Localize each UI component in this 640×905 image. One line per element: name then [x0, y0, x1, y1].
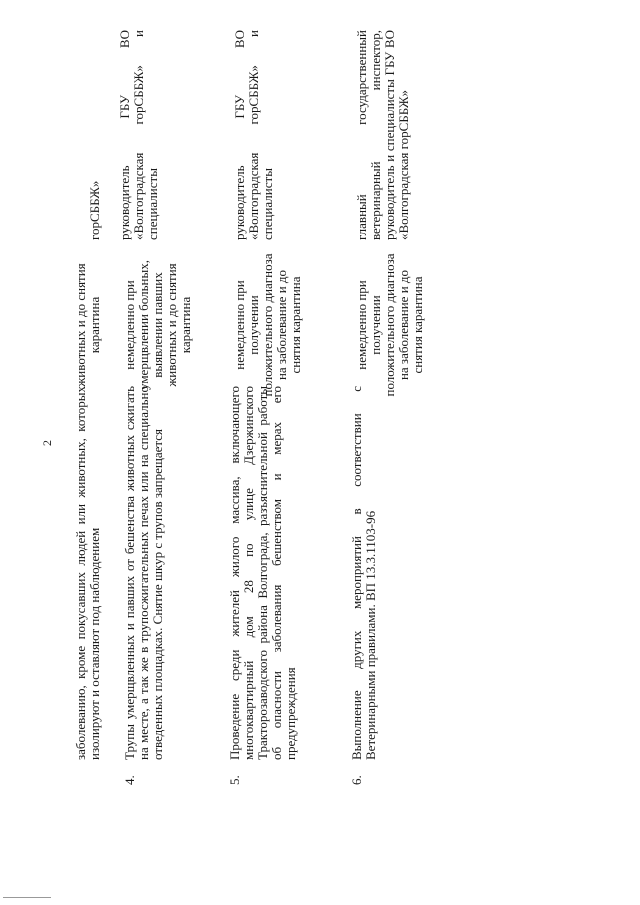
row-4-deadline: немедленно при умерщвлении больных, выявлении павших животных и до снятия карантина	[122, 260, 193, 390]
row-6-responsible: главный государственный ветеринарный инспектор, руководитель и специалисты ГБУ ВО «Волгоградская горСББЖ»	[354, 30, 411, 240]
page-number: 2	[40, 440, 54, 446]
carry-over-deadline: животных и до снятия карантина	[73, 263, 102, 387]
scan-mark	[3, 897, 51, 901]
row-number-4: 4.	[122, 775, 137, 785]
row-6-deadline: немедленно при получении положительного диагноза на заболевание и до снятия карантина	[354, 253, 425, 397]
row-number-5: 5.	[227, 775, 242, 785]
row-number-6: 6.	[349, 775, 364, 785]
row-4-responsible: руководитель ГБУ ВО «Волгоградская горСББЖ» и специалисты	[117, 30, 160, 240]
carry-over-responsible: горСББЖ»	[87, 180, 102, 240]
row-5-responsible: руководитель ГБУ ВО «Волгоградская горСББЖ» и специалисты	[232, 30, 275, 240]
row-6-measure: Выполнение других мероприятий в соответствии с Ветеринарными правилами. ВП 13.3.1103-96	[349, 386, 378, 760]
row-5-measure: Проведение среди жителей жилого массива, включающего многоквартирный дом 28 по улице Дзержинского Тракторозаводского района Волгограда, разъяснительной работы об опасности заболевания бешенством и мерах его предупреждения	[227, 386, 298, 760]
carry-over-measure: заболеванию, кроме покусавших людей или животных, которых изолируют и оставляют под наблюдением	[73, 386, 102, 760]
row-5-deadline: немедленно при получении положительного диагноза на заболевание и до снятия карантина	[232, 253, 303, 397]
row-4-measure: Трупы умерщвленных и павших от бешенства животных сжигать на месте, а так же в трупосжигательных печах или на специально отведенных площадках. Снятие шкур с трупов запрещается	[122, 386, 165, 760]
